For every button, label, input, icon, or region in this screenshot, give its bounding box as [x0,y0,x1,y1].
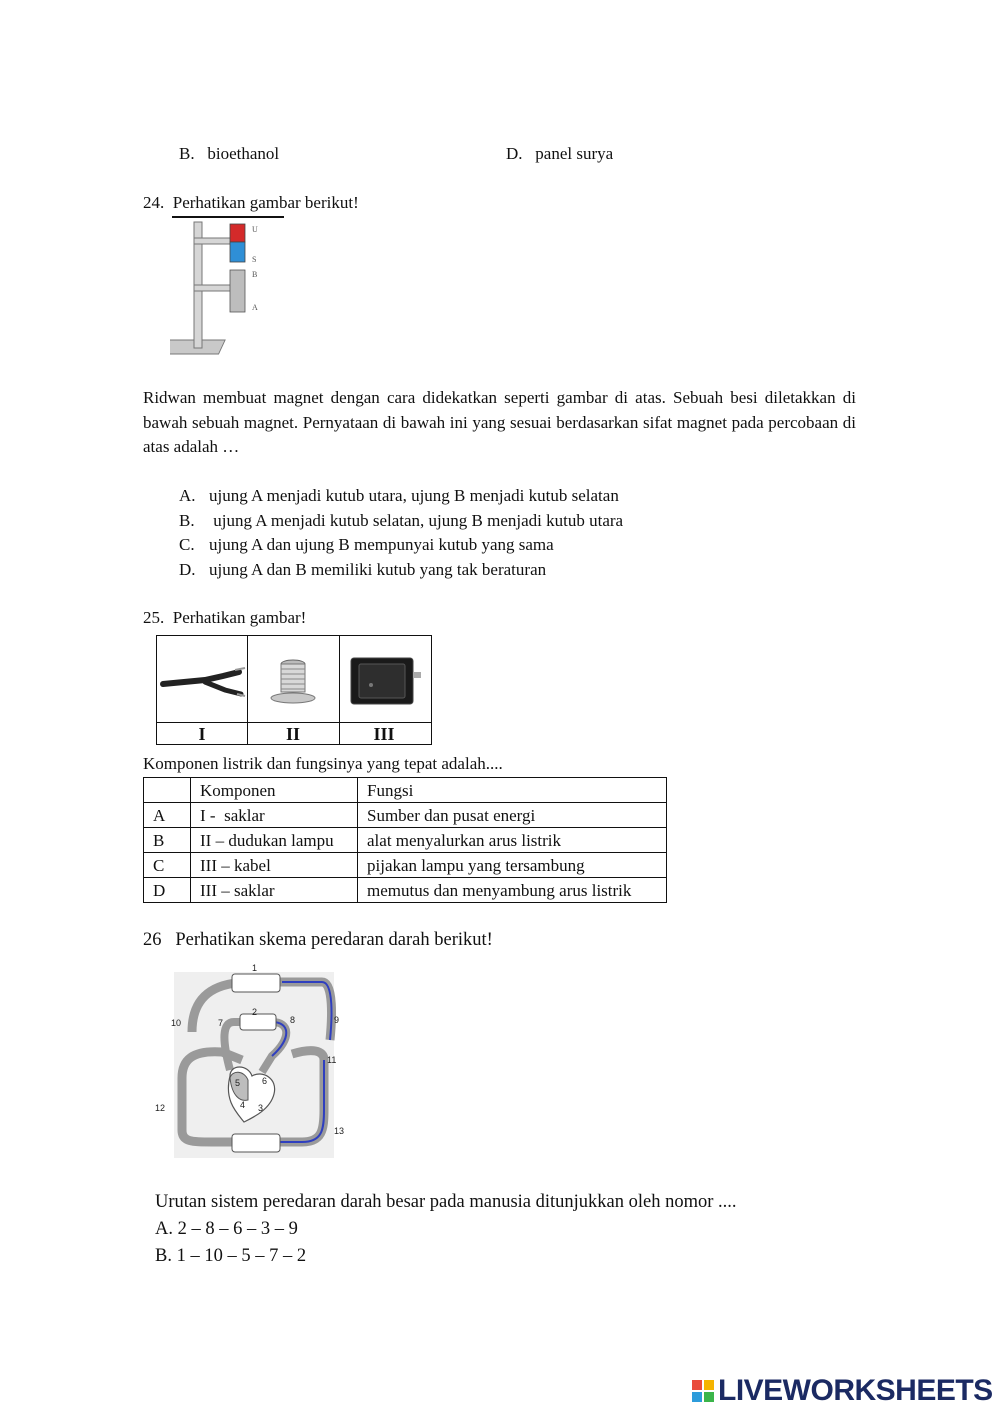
option-b[interactable]: B. ujung A menjadi kutub selatan, ujung B menjadi kutub utara [179,510,624,530]
cable-icon [157,636,247,722]
table-cell: Fungsi [358,778,667,803]
components-image-grid [156,635,432,745]
question-25-question: Komponen listrik dan fungsinya yang tepat adalah.... [143,754,503,773]
capillary-13 [232,1134,280,1152]
option-d-prev: D. panel surya [506,144,614,163]
brand-text: LIVEWORKSHEETS [718,1374,993,1407]
lamp-holder-icon [247,636,339,722]
table-row[interactable] [144,828,667,853]
label-ii: II [247,723,340,745]
num-11: 11 [327,1055,337,1065]
table-cell: B [144,828,191,853]
cable-image [157,636,248,722]
num-6: 6 [262,1076,268,1086]
num-3: 3 [258,1103,264,1113]
lamp-holder-image [247,636,340,722]
label-iii: III [373,724,395,744]
table-cell: D [144,878,191,903]
image-label-row [157,722,431,745]
num-10: 10 [171,1018,182,1028]
table-cell: III – kabel [191,853,358,878]
capillary-1 [232,974,280,992]
option-a[interactable]: A. 2 – 8 – 6 – 3 – 9 [155,1219,298,1239]
table-row[interactable] [144,878,667,903]
option-a[interactable]: A. ujung A menjadi kutub utara, ujung B menjadi kutub selatan [179,486,619,505]
question-24-title: 24. Perhatikan gambar berikut! [143,193,359,212]
circulation-diagram [152,960,357,1160]
num-5: 5 [235,1078,241,1088]
table-cell: II – dudukan lampu [191,828,358,853]
num-1: 1 [252,963,258,973]
option-d[interactable]: D. ujung A dan B memiliki kutub yang tak beraturan [179,559,547,579]
num-12: 12 [155,1103,166,1113]
table-cell: C [144,853,191,878]
table-cell: pijakan lampu yang tersambung [358,853,667,878]
table-row[interactable] [144,853,667,878]
switch-image [339,636,429,722]
capillary-2 [240,1014,276,1030]
table-cell: A [144,803,191,828]
lower-arm [194,285,234,291]
magnet-south [230,242,245,262]
table-cell: I - saklar [191,803,358,828]
table-cell: Sumber dan pusat energi [358,803,667,828]
num-9: 9 [334,1015,340,1025]
table-cell: III – saklar [191,878,358,903]
magnet-north [230,224,245,242]
label-i: I [157,723,248,745]
label-b: B [252,270,258,279]
upper-arm [194,238,234,244]
option-b-prev: B. bioethanol [179,144,280,163]
question-26-question: Urutan sistem peredaran darah besar pada manusia ditunjukkan oleh nomor .... [155,1192,737,1212]
num-7: 7 [218,1018,224,1028]
table-cell: memutus dan menyambung arus listrik [358,878,667,903]
magnet-stand-figure [170,218,280,363]
option-b[interactable]: B. 1 – 10 – 5 – 7 – 2 [155,1246,307,1266]
num-8: 8 [290,1015,296,1025]
num-13: 13 [334,1126,345,1136]
label-a: A [252,303,258,312]
num-2: 2 [252,1007,258,1017]
table-row[interactable] [144,803,667,828]
table-cell: alat menyalurkan arus listrik [358,828,667,853]
table-header-row [144,778,667,803]
option-c[interactable]: C. ujung A dan ujung B mempunyai kutub yang sama [179,535,554,554]
logo-icon [692,1380,714,1402]
label-u: U [252,225,258,234]
question-24-paragraph: Ridwan membuat magnet dengan cara didekatkan seperti gambar di atas. Sebuah besi diletakkan di bawah sebuah magnet. Pernyataan di bawah ini yang sesuai berdasarkan sifat magnet pada percobaan di atas adalah … [143,388,856,456]
components-table [143,777,667,903]
table-cell: Komponen [191,778,358,803]
question-26-title: 26 Perhatikan skema peredaran darah berikut! [143,930,493,950]
switch-icon [339,636,429,722]
label-s: S [252,255,257,264]
num-4: 4 [240,1100,246,1110]
liveworksheets-logo[interactable] [692,1374,993,1408]
question-25-title: 25. Perhatikan gambar! [143,608,307,627]
iron-bar [230,270,245,312]
table-cell [144,778,191,803]
question-24-options [179,484,623,582]
